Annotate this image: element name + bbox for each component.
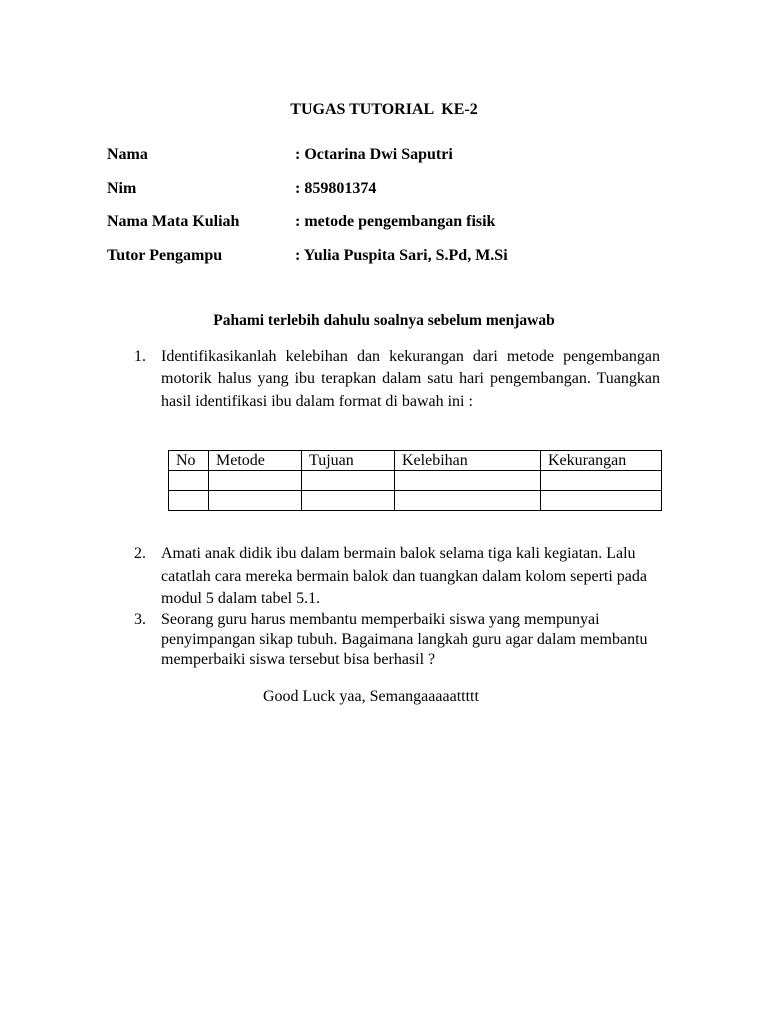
question-3-text: Seorang guru harus membantu memperbaiki siswa yang mempunyai penyimpangan sikap tubuh. Bagaimana langkah guru agar dalam membantu memperbaiki siswa tersebut bisa berhasil ?: [161, 611, 648, 668]
info-label: Nim: [107, 180, 137, 197]
table-header-cell: Metode: [209, 451, 302, 471]
instruction-heading: Pahami terlebih dahulu soalnya sebelum menjawab: [213, 312, 555, 329]
table-cell: [302, 471, 395, 491]
closing-message: Good Luck yaa, Semangaaaaattttt: [263, 688, 479, 705]
table-header-cell: Kelebihan: [395, 451, 541, 471]
info-label: Tutor Pengampu: [107, 247, 223, 264]
info-value: : Yulia Puspita Sari, S.Pd, M.Si: [295, 247, 508, 264]
table-cell: [541, 491, 662, 511]
document-title: TUGAS TUTORIAL KE-2: [290, 101, 478, 118]
info-value: : 859801374: [295, 180, 377, 197]
table-cell: [209, 471, 302, 491]
info-label: Nama Mata Kuliah: [107, 213, 240, 230]
table-cell: [395, 471, 541, 491]
table-header-cell: Tujuan: [302, 451, 395, 471]
question-2-text: Amati anak didik ibu dalam bermain balok selama tiga kali kegiatan. Lalu catatlah cara mereka bermain balok dan tuangkan dalam kolom seperti pada modul 5 dalam tabel 5.1.: [161, 545, 648, 607]
table-row: [169, 491, 662, 511]
answer-table: [168, 450, 662, 511]
info-value: : metode pengembangan fisik: [295, 213, 496, 230]
question-number: 3.: [134, 611, 146, 628]
table-header-cell: No: [169, 451, 209, 471]
question-number: 1.: [134, 348, 146, 365]
question-1-text: Identifikasikanlah kelebihan dan kekurangan dari metode pengembangan motorik halus yang ibu terapkan dalam satu hari pengembangan. Tuangkan hasil identifikasi ibu dalam format di bawah ini :: [161, 348, 660, 410]
table-cell: [169, 471, 209, 491]
info-value: : Octarina Dwi Saputri: [295, 146, 453, 163]
table-cell: [395, 491, 541, 511]
table-header-cell: Kekurangan: [541, 451, 662, 471]
info-label: Nama: [107, 146, 148, 163]
table-cell: [541, 471, 662, 491]
table-header-row: [169, 451, 662, 471]
table-cell: [302, 491, 395, 511]
question-number: 2.: [134, 545, 146, 562]
table-row: [169, 471, 662, 491]
table-cell: [209, 491, 302, 511]
table-cell: [169, 491, 209, 511]
